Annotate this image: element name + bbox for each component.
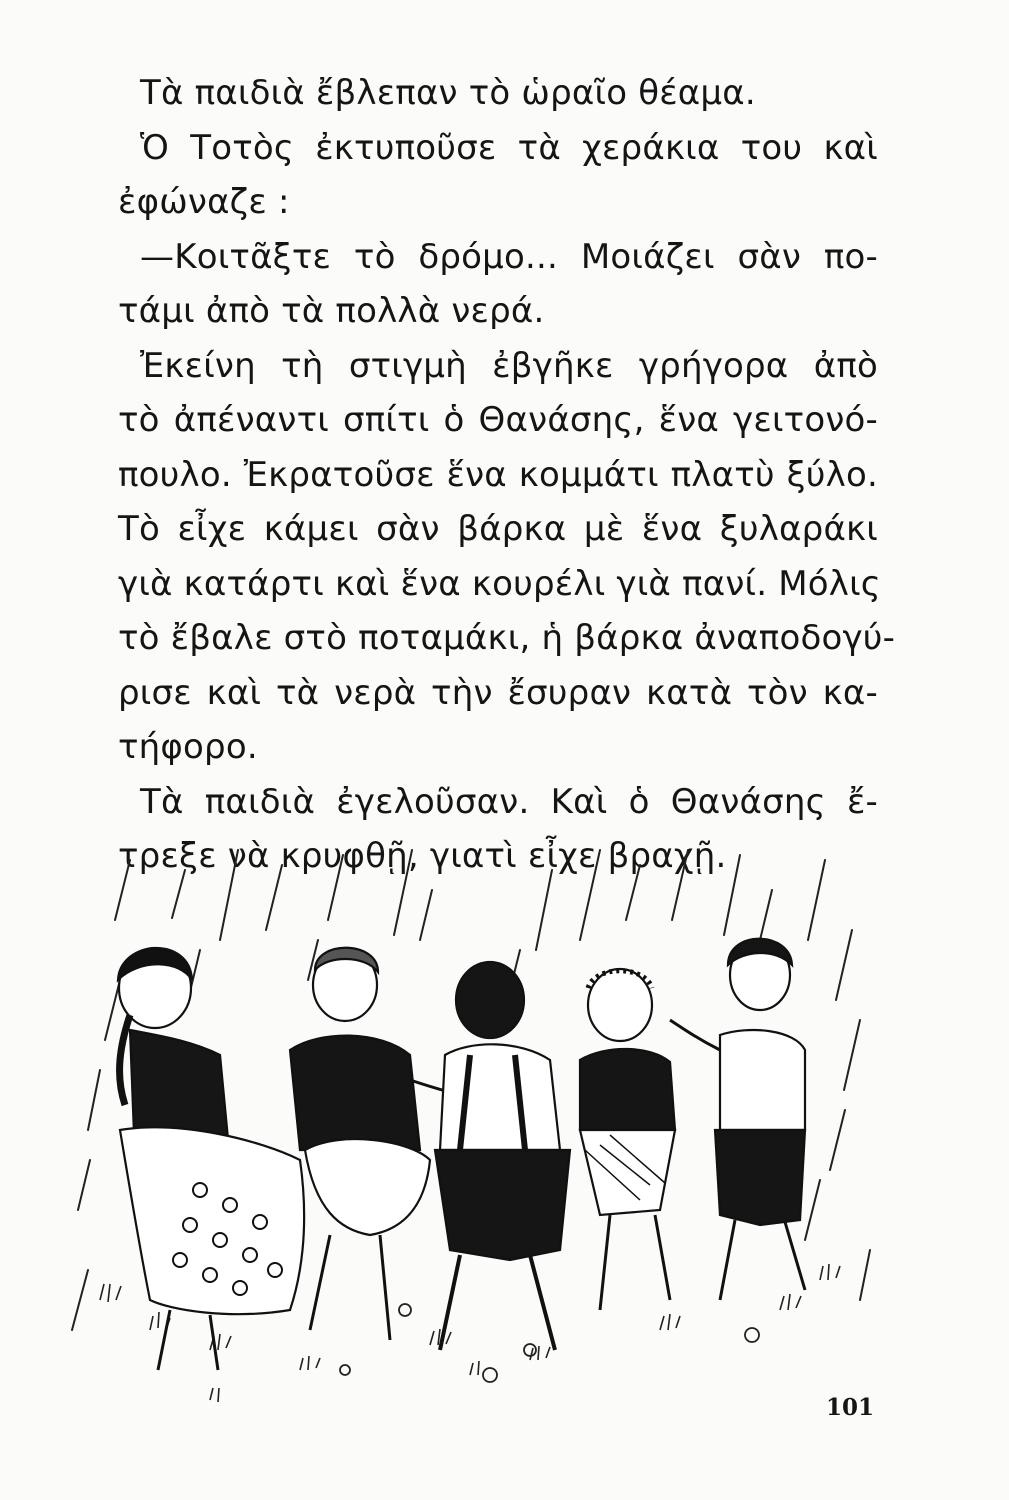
text-line: Ὁ Τοτὸς ἐκτυποῦσε τὰ χεράκια του καὶ: [140, 127, 878, 168]
page-number: 101: [826, 1394, 875, 1421]
text-line: τάμι ἀπὸ τὰ πολλὰ νερά.: [118, 291, 545, 331]
child-right-boy: [670, 939, 805, 1300]
text-line: γιὰ κατάρτι καὶ ἕνα κουρέλι γιὰ πανί. Μόλις: [118, 563, 881, 604]
text-line: ἐφώναζε :: [118, 182, 290, 222]
child-girl-left: [118, 948, 304, 1370]
text-line: Τὰ παιδιὰ ἐγελοῦσαν. Καὶ ὁ Θανάσης ἔ-: [140, 781, 878, 822]
text-line: Τὸ εἶχε κάμει σὰν βάρκα μὲ ἕνα ξυλαράκι: [118, 509, 878, 549]
child-fourth-wreath: [580, 969, 675, 1310]
story-text: [118, 66, 896, 884]
children-dancing-in-rain-illustration: [60, 830, 880, 1430]
text-line: ρισε καὶ τὰ νερὰ τὴν ἔσυραν κατὰ τὸν κα-: [118, 672, 878, 713]
text-line: Ἐκείνη τὴ στιγμὴ ἐβγῆκε γρήγορα ἀπὸ: [140, 345, 878, 386]
flowers: [340, 1304, 759, 1382]
text-line: —Κοιτᾶξτε τὸ δρόμο... Μοιάζει σὰν πο-: [140, 236, 878, 277]
text-line: τὸ ἀπέναντι σπίτι ὁ Θανάσης, ἕνα γειτονό-: [118, 400, 878, 440]
text-line: τὸ ἔβαλε στὸ ποταμάκι, ἡ βάρκα ἀναποδογύ-: [118, 618, 896, 658]
text-line: τρεξε νὰ κρυφθῇ, γιατὶ εἶχε βραχῇ.: [118, 836, 727, 876]
text-line: πουλο. Ἐκρατοῦσε ἕνα κομμάτι πλατὺ ξύλο.: [118, 454, 878, 495]
child-back-center: [435, 962, 570, 1350]
text-line: Τὰ παιδιὰ ἔβλεπαν τὸ ὡραῖο θέαμα.: [140, 73, 756, 113]
text-line: τήφορο.: [118, 727, 258, 767]
